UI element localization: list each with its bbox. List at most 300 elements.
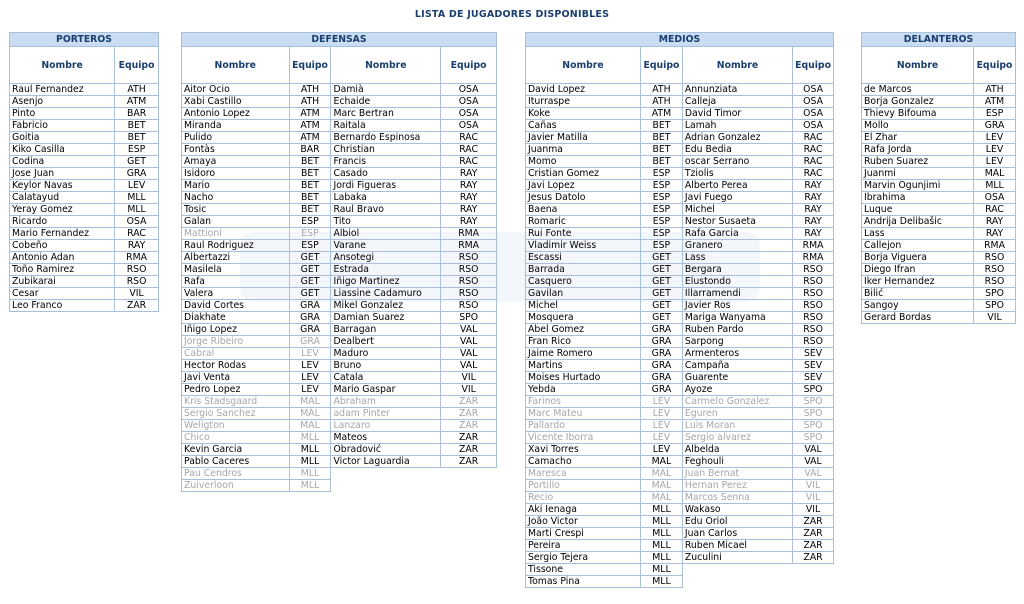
player-name: Christian — [331, 144, 441, 156]
player-team: GET — [289, 288, 331, 300]
player-team: MAL — [641, 468, 683, 480]
player-name: Gerard Bordas — [862, 312, 974, 324]
player-team: SPO — [793, 384, 834, 396]
player-team: ESP — [641, 192, 683, 204]
player-team: VAL — [793, 456, 834, 468]
table-row — [182, 228, 497, 240]
player-name: Lamah — [682, 120, 792, 132]
medios-table — [525, 32, 834, 588]
player-name: Maduro — [331, 348, 441, 360]
player-name: Yebda — [526, 384, 641, 396]
empty-cell — [793, 576, 834, 588]
player-name: Martins — [526, 360, 641, 372]
player-name: Damian Suarez — [331, 312, 441, 324]
player-name: Escassi — [526, 252, 641, 264]
player-team: RSO — [441, 264, 497, 276]
player-name: Koke — [526, 108, 641, 120]
player-team: LEV — [115, 180, 159, 192]
player-name: Hector Rodas — [182, 360, 290, 372]
player-team: RAY — [441, 192, 497, 204]
player-name: Jaime Romero — [526, 348, 641, 360]
player-team: ESP — [641, 204, 683, 216]
table-row — [526, 324, 834, 336]
player-name: Callejon — [862, 240, 974, 252]
player-team: RAC — [793, 132, 834, 144]
table-row — [862, 216, 1016, 228]
table-row — [10, 132, 159, 144]
table-row — [10, 216, 159, 228]
player-name: Javi Fuego — [682, 192, 792, 204]
player-team: RSO — [793, 336, 834, 348]
player-team: OSA — [793, 108, 834, 120]
player-team: GRA — [289, 324, 331, 336]
player-name: Calatayud — [10, 192, 115, 204]
player-name: Isidoro — [182, 168, 290, 180]
player-team: RMA — [793, 240, 834, 252]
player-name: Casado — [331, 168, 441, 180]
player-name: Mollo — [862, 120, 974, 132]
player-team: MLL — [289, 444, 331, 456]
player-team: SEV — [793, 360, 834, 372]
player-name: Thievy Bifouma — [862, 108, 974, 120]
player-name: Feghouli — [682, 456, 792, 468]
player-team: GET — [641, 276, 683, 288]
player-team: LEV — [289, 372, 331, 384]
table-row — [526, 144, 834, 156]
table-row — [526, 348, 834, 360]
table-row — [526, 432, 834, 444]
player-name: Granero — [682, 240, 792, 252]
player-name: Sarpong — [682, 336, 792, 348]
player-name: Ansotegi — [331, 252, 441, 264]
player-team: LEV — [974, 144, 1016, 156]
player-team: RAC — [441, 156, 497, 168]
table-row — [182, 132, 497, 144]
player-name: Sangoy — [862, 300, 974, 312]
table-row — [526, 132, 834, 144]
table-row — [526, 96, 834, 108]
table-row — [182, 396, 497, 408]
column-header-equipo: Equipo — [115, 47, 159, 84]
player-team: ATM — [289, 120, 331, 132]
player-name: Recio — [526, 492, 641, 504]
player-name: Varane — [331, 240, 441, 252]
player-name: Mosquera — [526, 312, 641, 324]
medios-header: MEDIOS — [526, 33, 834, 47]
table-row — [10, 84, 159, 96]
player-name: Tissone — [526, 564, 641, 576]
player-team: ESP — [641, 168, 683, 180]
table-row — [526, 564, 834, 576]
player-team: VAL — [441, 336, 497, 348]
table-row — [182, 264, 497, 276]
player-team: LEV — [974, 132, 1016, 144]
player-team: OSA — [793, 120, 834, 132]
column-header-equipo: Equipo — [974, 47, 1016, 84]
table-row — [182, 444, 497, 456]
table-row — [526, 276, 834, 288]
player-name: Sergio alvarez — [682, 432, 792, 444]
column-header-nombre: Nombre — [526, 47, 641, 84]
player-name: Cesar — [10, 288, 115, 300]
table-row — [182, 432, 497, 444]
table-row — [526, 372, 834, 384]
player-name: Mateos — [331, 432, 441, 444]
player-team: ZAR — [793, 516, 834, 528]
table-row — [10, 264, 159, 276]
player-team: LEV — [641, 396, 683, 408]
player-team: RAY — [974, 216, 1016, 228]
table-row — [182, 240, 497, 252]
player-team: OSA — [441, 96, 497, 108]
table-row — [182, 348, 497, 360]
player-name: Ibrahima — [862, 192, 974, 204]
player-team: BET — [115, 120, 159, 132]
player-name: David Timor — [682, 108, 792, 120]
player-name: David Cortes — [182, 300, 290, 312]
player-name: Baena — [526, 204, 641, 216]
player-name: Farinos — [526, 396, 641, 408]
defensas-header: DEFENSAS — [182, 33, 497, 47]
column-header-nombre: Nombre — [862, 47, 974, 84]
player-team: ATH — [289, 84, 331, 96]
player-team: LEV — [974, 156, 1016, 168]
player-name: Pereira — [526, 540, 641, 552]
player-name: Moises Hurtado — [526, 372, 641, 384]
table-row — [10, 204, 159, 216]
table-row — [526, 552, 834, 564]
table-row — [10, 180, 159, 192]
table-row — [182, 408, 497, 420]
player-team: RSO — [441, 300, 497, 312]
table-row — [10, 300, 159, 312]
player-name: Calleja — [682, 96, 792, 108]
player-team: ATH — [974, 84, 1016, 96]
table-row — [862, 240, 1016, 252]
player-name: Bruno — [331, 360, 441, 372]
table-row — [182, 456, 497, 468]
table-row — [862, 84, 1016, 96]
table-row — [182, 144, 497, 156]
player-team: BET — [289, 180, 331, 192]
player-team: RSO — [793, 312, 834, 324]
player-name: Aitor Ocio — [182, 84, 290, 96]
table-row — [526, 576, 834, 588]
player-team: LEV — [641, 432, 683, 444]
player-team: LEV — [641, 420, 683, 432]
player-team: RSO — [974, 252, 1016, 264]
player-team: BAR — [289, 144, 331, 156]
table-row — [862, 264, 1016, 276]
table-row — [526, 396, 834, 408]
player-team: MLL — [115, 192, 159, 204]
player-name: Liassine Cadamuro — [331, 288, 441, 300]
player-name: Kris Stadsgaard — [182, 396, 290, 408]
player-team: GRA — [641, 372, 683, 384]
table-row — [526, 468, 834, 480]
player-name: Abraham — [331, 396, 441, 408]
player-name: Chico — [182, 432, 290, 444]
player-team: RAY — [793, 192, 834, 204]
player-name: Gavilan — [526, 288, 641, 300]
player-team: RAC — [974, 204, 1016, 216]
player-name: Iñigo Martinez — [331, 276, 441, 288]
table-row — [182, 276, 497, 288]
player-name: Jesus Datolo — [526, 192, 641, 204]
player-team: RSO — [115, 264, 159, 276]
player-name: Camacho — [526, 456, 641, 468]
player-name: Obradović — [331, 444, 441, 456]
player-team: SPO — [974, 300, 1016, 312]
delanteros-header: DELANTEROS — [862, 33, 1016, 47]
player-team: RSO — [793, 276, 834, 288]
table-row — [182, 216, 497, 228]
player-name: Mario — [182, 180, 290, 192]
table-row — [182, 300, 497, 312]
player-team: RAY — [793, 216, 834, 228]
player-team: ATH — [289, 96, 331, 108]
table-row — [10, 144, 159, 156]
player-team: MAL — [641, 480, 683, 492]
player-team: MLL — [289, 456, 331, 468]
player-team: RAY — [441, 180, 497, 192]
player-name: Albiol — [331, 228, 441, 240]
player-team: BET — [641, 132, 683, 144]
player-name: Raul Fernandez — [10, 84, 115, 96]
porteros-table — [9, 32, 159, 312]
player-team: VAL — [793, 468, 834, 480]
player-team: SEV — [793, 372, 834, 384]
player-team: GET — [641, 264, 683, 276]
player-name: Luque — [862, 204, 974, 216]
player-team: ATH — [641, 84, 683, 96]
player-team: SPO — [793, 420, 834, 432]
player-team: RAY — [441, 216, 497, 228]
player-team: RSO — [441, 252, 497, 264]
player-name: Raul Bravo — [331, 204, 441, 216]
player-name: Ayoze — [682, 384, 792, 396]
player-team: ESP — [641, 180, 683, 192]
player-team: RMA — [974, 240, 1016, 252]
table-row — [182, 384, 497, 396]
table-row — [526, 312, 834, 324]
player-team: MLL — [641, 552, 683, 564]
player-name: Miranda — [182, 120, 290, 132]
player-name: Marcos Senna — [682, 492, 792, 504]
player-name: Mikel Gonzalez — [331, 300, 441, 312]
player-team: GRA — [641, 360, 683, 372]
player-team: GRA — [641, 348, 683, 360]
player-name: Labaka — [331, 192, 441, 204]
player-team: GET — [641, 300, 683, 312]
player-team: SPO — [441, 312, 497, 324]
player-team: GRA — [289, 336, 331, 348]
player-team: RSO — [441, 276, 497, 288]
table-row — [182, 192, 497, 204]
player-team: RAC — [115, 228, 159, 240]
player-name: Aki Ienaga — [526, 504, 641, 516]
player-team: RAY — [441, 204, 497, 216]
player-name: Rafa — [182, 276, 290, 288]
player-team: SEV — [793, 348, 834, 360]
table-row — [182, 336, 497, 348]
player-name: Amaya — [182, 156, 290, 168]
player-team: GRA — [115, 168, 159, 180]
player-team: BET — [641, 120, 683, 132]
player-name: Barrada — [526, 264, 641, 276]
player-team: LEV — [289, 360, 331, 372]
player-name: Elustondo — [682, 276, 792, 288]
player-team: VIL — [115, 288, 159, 300]
player-name: Pallardo — [526, 420, 641, 432]
table-row — [10, 252, 159, 264]
table-row — [182, 288, 497, 300]
player-name: Masilela — [182, 264, 290, 276]
player-team: ZAR — [441, 456, 497, 468]
player-team: BET — [641, 156, 683, 168]
player-team: MAL — [641, 492, 683, 504]
table-row — [182, 168, 497, 180]
table-row — [526, 180, 834, 192]
player-name: Xavi Torres — [526, 444, 641, 456]
table-row — [526, 192, 834, 204]
player-name: adam Pinter — [331, 408, 441, 420]
player-team: MLL — [641, 564, 683, 576]
player-name: Iker Hernandez — [862, 276, 974, 288]
player-name: Barragan — [331, 324, 441, 336]
player-team: ZAR — [793, 552, 834, 564]
player-team: SPO — [793, 408, 834, 420]
defensas-table — [181, 32, 497, 492]
player-name: Rafa Jorda — [862, 144, 974, 156]
player-name: Pau Cendros — [182, 468, 290, 480]
player-name: João Victor — [526, 516, 641, 528]
player-name: Wakaso — [682, 504, 792, 516]
table-row — [526, 456, 834, 468]
table-row — [862, 228, 1016, 240]
player-team: GET — [115, 156, 159, 168]
player-name: Nestor Susaeta — [682, 216, 792, 228]
player-name: Xabi Castillo — [182, 96, 290, 108]
player-team: ZAR — [441, 396, 497, 408]
player-team: ATH — [641, 96, 683, 108]
player-name: Lass — [682, 252, 792, 264]
player-team: RAC — [793, 144, 834, 156]
table-row — [526, 300, 834, 312]
table-row — [862, 96, 1016, 108]
player-team: ZAR — [793, 540, 834, 552]
player-name: Michel — [526, 300, 641, 312]
player-name: Francis — [331, 156, 441, 168]
player-team: MAL — [289, 408, 331, 420]
player-team: RSO — [115, 276, 159, 288]
table-row — [862, 288, 1016, 300]
player-team: GET — [289, 276, 331, 288]
player-name: Fran Rico — [526, 336, 641, 348]
player-team: ZAR — [115, 300, 159, 312]
player-name: Casquero — [526, 276, 641, 288]
table-row — [526, 216, 834, 228]
player-name: Momo — [526, 156, 641, 168]
player-team: MLL — [641, 528, 683, 540]
column-header-nombre: Nombre — [10, 47, 115, 84]
table-row — [526, 492, 834, 504]
player-team: RAY — [441, 168, 497, 180]
column-header-equipo: Equipo — [289, 47, 331, 84]
player-name: Zubikarai — [10, 276, 115, 288]
player-team: GRA — [974, 120, 1016, 132]
player-team: OSA — [793, 96, 834, 108]
player-team: MLL — [641, 540, 683, 552]
player-name: Luis Moran — [682, 420, 792, 432]
player-name: Jorge Ribeiro — [182, 336, 290, 348]
player-name: Bergara — [682, 264, 792, 276]
player-name: Tziolis — [682, 168, 792, 180]
player-name: Adrian Gonzalez — [682, 132, 792, 144]
empty-cell — [331, 480, 441, 492]
player-team: RAC — [441, 132, 497, 144]
player-name: Albelda — [682, 444, 792, 456]
player-name: Kevin Garcia — [182, 444, 290, 456]
table-row — [10, 168, 159, 180]
player-team: ZAR — [441, 408, 497, 420]
player-name: Pulido — [182, 132, 290, 144]
player-name: Rafa Garcia — [682, 228, 792, 240]
player-name: Estrada — [331, 264, 441, 276]
player-name: Borja Viguera — [862, 252, 974, 264]
table-row — [182, 108, 497, 120]
table-row — [526, 360, 834, 372]
player-name: Catala — [331, 372, 441, 384]
player-name: Diakhate — [182, 312, 290, 324]
player-team: OSA — [793, 84, 834, 96]
player-team: RAY — [793, 228, 834, 240]
player-name: Leo Franco — [10, 300, 115, 312]
player-name: Albertazzi — [182, 252, 290, 264]
player-name: Rui Fonte — [526, 228, 641, 240]
player-name: Abel Gomez — [526, 324, 641, 336]
player-team: MAL — [289, 396, 331, 408]
player-team: BET — [289, 204, 331, 216]
empty-cell — [682, 564, 792, 576]
player-team: RMA — [441, 228, 497, 240]
player-team: RSO — [793, 288, 834, 300]
player-name: Fabricio — [10, 120, 115, 132]
player-team: ZAR — [441, 432, 497, 444]
player-team: OSA — [441, 108, 497, 120]
table-row — [10, 120, 159, 132]
player-team: GRA — [289, 312, 331, 324]
table-row — [526, 408, 834, 420]
player-team: GET — [641, 252, 683, 264]
table-row — [526, 240, 834, 252]
player-team: MLL — [289, 432, 331, 444]
player-name: Echaide — [331, 96, 441, 108]
player-name: Javier Matilla — [526, 132, 641, 144]
table-row — [182, 84, 497, 96]
empty-cell — [331, 468, 441, 480]
column-header-equipo: Equipo — [641, 47, 683, 84]
player-name: Campaña — [682, 360, 792, 372]
column-header-equipo: Equipo — [441, 47, 497, 84]
table-row — [526, 516, 834, 528]
player-name: Pinto — [10, 108, 115, 120]
player-team: RSO — [974, 276, 1016, 288]
player-team: RMA — [793, 252, 834, 264]
player-team: VAL — [441, 324, 497, 336]
player-team: OSA — [441, 120, 497, 132]
player-team: LEV — [641, 444, 683, 456]
